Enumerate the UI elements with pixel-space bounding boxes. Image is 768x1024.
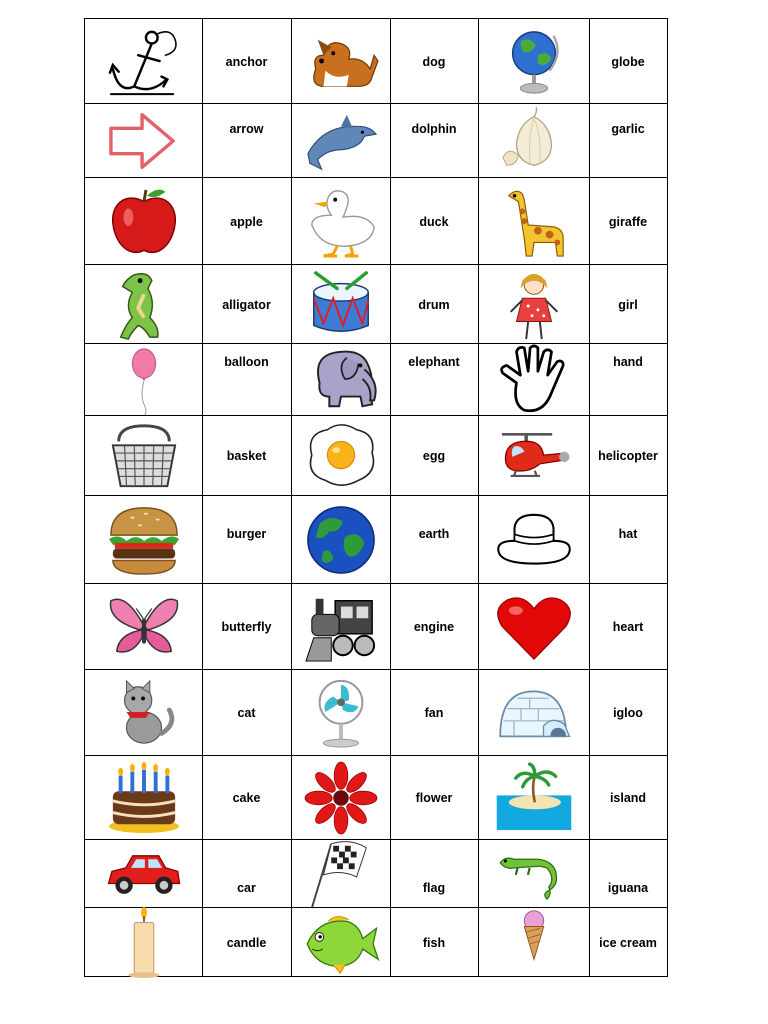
- girl-icon: [479, 266, 588, 343]
- vocabulary-word: hand: [613, 355, 643, 369]
- table-row: [85, 104, 667, 178]
- anchor-icon: [86, 20, 201, 103]
- word-cell: [589, 178, 667, 265]
- vocabulary-word: butterfly: [221, 620, 272, 634]
- word-cell: [589, 326, 667, 398]
- hand-icon: [479, 345, 588, 415]
- word-cell: [390, 670, 478, 756]
- giraffe-icon: [479, 179, 588, 264]
- word-cell: [390, 584, 478, 670]
- vocabulary-word: globe: [611, 54, 645, 69]
- word-cell: [589, 416, 667, 496]
- cat-icon: [86, 671, 201, 755]
- table-row: [85, 178, 667, 265]
- vocabulary-word: burger: [226, 527, 267, 541]
- vocabulary-word: flag: [422, 881, 446, 895]
- fish-icon: [292, 909, 389, 976]
- alligator-icon: [86, 266, 201, 343]
- word-cell: [390, 326, 478, 398]
- word-cell: [202, 326, 291, 398]
- word-cell: [202, 908, 291, 977]
- hat-icon: [479, 497, 588, 583]
- globe-icon: [479, 20, 588, 103]
- fan-icon: [292, 671, 389, 755]
- word-cell: [589, 756, 667, 840]
- balloon-icon: [86, 345, 201, 415]
- word-cell: [589, 92, 667, 166]
- word-cell: [390, 92, 478, 166]
- vocabulary-word: alligator: [222, 297, 271, 312]
- elephant-icon: [292, 345, 389, 415]
- table-row: [85, 416, 667, 496]
- word-cell: [202, 584, 291, 670]
- word-cell: [589, 490, 667, 578]
- word-cell: [589, 908, 667, 977]
- vocabulary-word: dog: [422, 54, 446, 69]
- vocabulary-word: egg: [422, 449, 446, 463]
- earth-icon: [292, 497, 389, 583]
- vocabulary-word: iguana: [607, 881, 649, 895]
- ice-cream-icon: [479, 909, 588, 976]
- iguana-icon: [479, 841, 588, 907]
- egg-icon: [292, 417, 389, 495]
- table-row: [85, 265, 667, 344]
- apple-icon: [86, 179, 201, 264]
- vocabulary-word: car: [237, 881, 256, 895]
- flower-icon: [292, 757, 389, 839]
- car-icon: [86, 841, 201, 907]
- table-row: [85, 670, 667, 756]
- word-cell: [589, 584, 667, 670]
- table-row: [85, 344, 667, 416]
- table-row: [85, 840, 667, 908]
- vocabulary-word: cake: [232, 791, 261, 805]
- arrow-icon: [86, 105, 201, 177]
- candle-icon: [86, 909, 201, 976]
- table-row: [85, 19, 667, 104]
- vocabulary-word: drum: [418, 297, 450, 312]
- word-cell: [202, 490, 291, 578]
- word-cell: [390, 490, 478, 578]
- word-cell: [390, 178, 478, 265]
- vocabulary-word: basket: [226, 449, 267, 463]
- vocabulary-word: ice cream: [599, 935, 657, 950]
- word-cell: [202, 416, 291, 496]
- vocabulary-word: helicopter: [598, 449, 658, 463]
- table-row: [85, 756, 667, 840]
- burger-icon: [86, 497, 201, 583]
- word-cell: [390, 756, 478, 840]
- vocabulary-word: hat: [618, 527, 638, 541]
- vocabulary-word: heart: [612, 620, 644, 634]
- word-cell: [390, 908, 478, 977]
- vocabulary-word: balloon: [224, 355, 269, 369]
- vocabulary-word: arrow: [229, 122, 264, 136]
- vocabulary-word: cat: [237, 706, 256, 720]
- engine-icon: [292, 585, 389, 669]
- vocabulary-word: engine: [413, 620, 455, 634]
- vocabulary-word: fan: [424, 706, 444, 720]
- basket-icon: [86, 417, 201, 495]
- vocabulary-word: duck: [419, 214, 449, 229]
- table-row: [85, 584, 667, 670]
- dog-icon: [292, 20, 389, 103]
- helicopter-icon: [479, 417, 588, 495]
- word-cell: [202, 756, 291, 840]
- vocabulary-word: island: [609, 791, 647, 805]
- vocabulary-word: giraffe: [608, 214, 648, 229]
- word-cell: [202, 92, 291, 166]
- vocabulary-word: flower: [415, 791, 453, 805]
- vocabulary-word: dolphin: [411, 122, 457, 136]
- vocabulary-word: anchor: [225, 54, 268, 69]
- butterfly-icon: [86, 585, 201, 669]
- flag-icon: [292, 841, 389, 907]
- duck-icon: [292, 179, 389, 264]
- word-cell: [202, 670, 291, 756]
- word-cell: [390, 416, 478, 496]
- vocabulary-word: candle: [226, 935, 267, 950]
- word-cell: [202, 178, 291, 265]
- table-row: [85, 496, 667, 584]
- vocabulary-word: igloo: [613, 706, 643, 720]
- vocabulary-word: earth: [418, 527, 450, 541]
- heart-icon: [479, 585, 588, 669]
- drum-icon: [292, 266, 389, 343]
- garlic-icon: [479, 105, 588, 177]
- vocabulary-word: elephant: [408, 355, 460, 369]
- vocabulary-picture-table: [84, 18, 668, 977]
- igloo-icon: [479, 671, 588, 755]
- dolphin-icon: [292, 105, 389, 177]
- word-cell: [589, 670, 667, 756]
- cake-icon: [86, 757, 201, 839]
- island-icon: [479, 757, 588, 839]
- vocabulary-word: garlic: [611, 122, 645, 136]
- vocabulary-word: fish: [422, 935, 446, 950]
- vocabulary-word: girl: [618, 297, 638, 312]
- vocabulary-word: apple: [230, 214, 263, 229]
- table-row: [85, 908, 667, 977]
